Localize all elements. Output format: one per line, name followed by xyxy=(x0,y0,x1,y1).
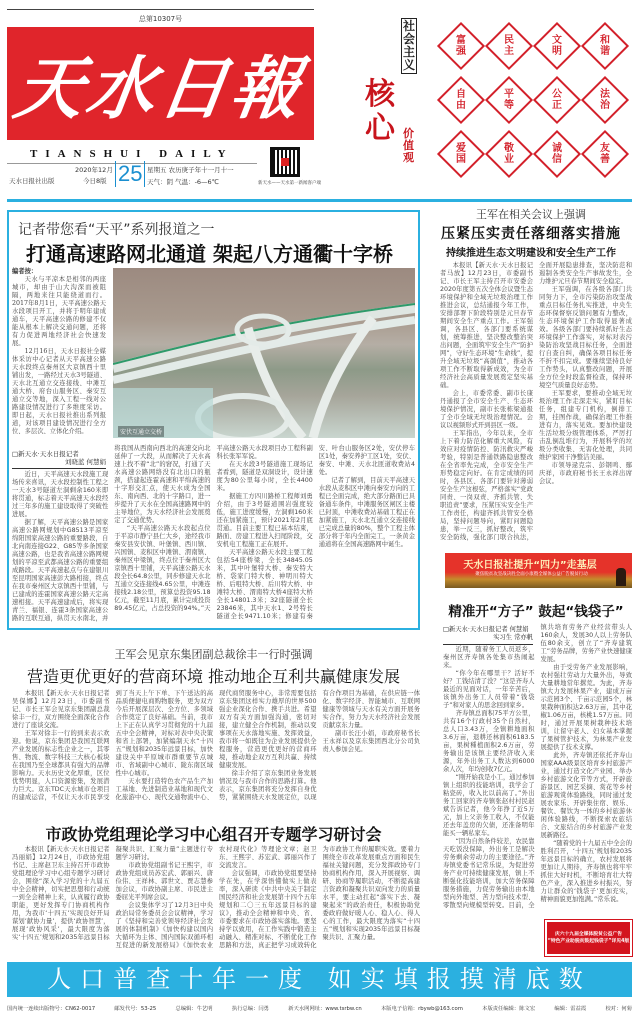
jd-article-headline[interactable]: 营造更优更好的营商环境 推动地企互利共赢健康发展 xyxy=(26,667,401,686)
paragraph: 徐丰介绍了京东集团业务发展情况及与我市合作的思路打算。他表示，京东集团将充分发挥自身优势，紧紧围绕天水发展定位，以现有合作项目为基础，在供应链一体化、数字经济、智能城市、互联网健康等领域与天水有关方面开展务实合作，努力为天水经济社会发展贡献京东力量。 xyxy=(219,690,420,801)
value-label: 法 治 xyxy=(600,89,610,111)
jd-article-subtitle: 王军会见京东集团副总裁徐丰一行时强调 xyxy=(114,648,313,661)
red-box-line-1: 庆六十九届全媒体脱贫公益广告 xyxy=(554,932,623,937)
footer-item: 邮发代号：53-25 xyxy=(114,1006,157,1012)
top-rule xyxy=(7,9,314,10)
footer-item: 总编辑：牛艺明 xyxy=(175,1006,213,1012)
byline-org: □新天水·天水日报记者 何慧娟 xyxy=(443,626,529,633)
editor-note xyxy=(12,268,106,440)
value-label: 敬 业 xyxy=(504,143,514,165)
core-values-core: 核心 xyxy=(365,77,395,146)
figure-silhouette-icon xyxy=(616,568,626,586)
english-title: TIANSHUI DAILY xyxy=(30,148,234,160)
footer-item: 执行总编：闫勇 xyxy=(231,1006,269,1012)
core-values-vertical: 社会主义 xyxy=(403,19,416,72)
byline-org: □新天水·天水日报记者 xyxy=(12,450,79,458)
paragraph: 近日，天平高速天水段施工现场传来喜讯，天水段控制性工程之一天水3号隧道左洞剩余160米即将贯通，标志着天平高速天水段经过三年多的施工建设取得了突破性进展。 xyxy=(12,471,109,518)
value-label: 民 主 xyxy=(504,35,514,57)
value-label: 友 善 xyxy=(600,143,610,165)
byline-intern: 实习生 常亦帆 xyxy=(493,634,533,641)
paragraph: 天水要打造特色农产品生产加工基地、先进制造业基地和现代文化旅游中心、现代交通物流中心、现代商贸服务中心，非常需要包括京东集团这样实力雄厚的世界500强企业深化合作、携手共进。希望双方有关方面加强沟通，密切对接，建立健全合作机制，推动以变事项在天水落地实施、发挥效益，我市将一如既往为企业发展提供全程服务，营造更优更好的营商环境，推动地企双方互利共赢、持续健康发展。 xyxy=(115,690,317,801)
ad-banner[interactable] xyxy=(445,553,632,588)
village-headline[interactable]: 精准开“方子” 鼓起“钱袋子” xyxy=(448,604,624,620)
right-article-headline-2[interactable]: 持续推进生态文明建设和安全生产工作 xyxy=(446,248,616,259)
paragraph: 王军指出，今年以来，全市上下着力防范化解重大风险，有效应对疫情防控、防汛救灾严峻考验，特别是普通铁路隐患整改在全省率先完成，全市安全生产形势稳定向好。在肯定成绩的同时，各县区、各部门要针对薄弱安全生产这根弦，严格落实“党政同责、一岗双责、齐抓共管、失职追责”要求，压紧压实安全生产工作责任，构建齐抓共管安全格局，坚持问题导向，紧盯问题隐患，举一反三，抓好整改，筑牢安全防线，强化部门联合执法，全面开展隐患排查，坚决防范和遏制各类安全生产事故发生，全力维护元旦春节期间安全稳定。 xyxy=(440,262,632,541)
paragraph: 天平高速公路天水段主要工程包括54座桥梁，全长34845.05米，其中叶堡特大桥、秦安特大桥、袋家门特大桥、神明川特大桥、后咀特大桥、后川特大桥、中滩特大桥、渭南特大桥4座特大桥全长14801.3米；32座隧道全长23846米，其中天水1、2号特长隧道全长9471.10米；修建有秦安、叶台山服务区2处，安伏停车区1处，秦安养护工区1处，安伏、秦安、中滩、天水北匝道收费站4处。 xyxy=(216,445,415,620)
paragraph: 本报讯【新天水·天水日报记者冯丽娟】12月24日，市政协党组书记、主席赵卫东主持召开市政协党组理论学习中心组专题学习研讨会，围绕“深入学习党的十九届五中全会精神，切实把思想和行动统一到全会精神上来，认真履行政协职能，更好发挥专门协商机构作用，为我市‘十四五’实现良好开局谋划’献协力量’，提供‘政协智慧’，展现‘政协风采’，最大限度为落实‘十四五’规划和2035年远景目标凝聚共识、汇聚力量”主题进行专题学习研讨。 xyxy=(12,846,213,941)
paragraph: 会议强调，市政协党组要坚持学在先，在学深悟懂做实上做表率，深入研读《中共中央关于制定国民经济和社会发展第十四个五年规划和二〇三五年远景目标的建议》，推动全会精神和中央、省、市委要求在市政协落实落地。要坚持学以致用，在工作实践中锻造主动融入、精准对标、不断优化工作思路和方法，真正把学习成效转化为市政协工作的履职实效。要着力围绕全市改革发展重点方面和民生福祉关键问题，充分发挥政协专门协商机构作用，深入开展视察、调研、协商等履职活动，不断提高建言资政和凝聚共识双向发力的质量水平，要主动扛起“落实下去、凝聚起来”的政治责任，积极协助党委政府做好暖人心、稳人心、得人心的工作，最大限度为落实“十四五”规划和实现2035年远景目标凝聚共识、汇聚力量。 xyxy=(219,846,420,949)
header-divider xyxy=(7,199,632,202)
footer-item: 本版电子信箱：rbywb@163.com xyxy=(381,1006,463,1012)
ad-title: 天水日报社提升“四力”走基层 xyxy=(463,560,597,571)
paragraph: 齐寿镇总面积75平方公里，共有16个行政村35个自然村，总人口3.43万，全镇耕地面积3.6万亩，退耕还林面积6183.5亩，果树種植面积2.6万亩，劳务输出是该镇主要经济收入来源，年外出务工人数达到6000余人次，年均创收7亿元。 xyxy=(443,710,535,773)
village-body xyxy=(443,624,632,916)
lead-body xyxy=(12,445,415,625)
paragraph: 王军要求，要推动全域无垃圾治理工作走深走实，紧盯目标任务，组建专门机构，倒排工期，挂图作战，确保治理工作推进有力，落实见效。要加快建设生活垃圾分级管理体系，严厉打击乱倒乱堆行为，开展科学的垃圾分类收集、无害化处理，共同维护家园干净整洁美丽。 xyxy=(539,390,632,461)
qr-caption: 新天水——天水第一新闻客户端 xyxy=(258,181,321,186)
paragraph: “因为自然条件较差，农民靠天吃饭没保障，外出务工是解决劳务剩余劳动力的主要途径。”齐寿镇党委书记常乐说，为促进劳务产业可持续健康发展，镇上不断强化技能培训，加大劳务保障服务措施，力促劳务输出由本地型向外地型、苦力型向技术型、零散型向规模型转变。目前，全镇共培育劳务产业经营带头人160余人，发展30人以上劳务队伍80余支，创立了“齐寿建筑工”劳务品牌，劳务产业快速健康发展。 xyxy=(443,624,632,909)
paragraph: 天水与平凉本是相邻的两座城市，却由于山大沟深而被阻隔，两地来往只能绕道而行。2017年8月1日，天平高速公路天水段项目开工，并将于明年建成通车，天平高速公路的修建不仅能从根本上解决交通问题，还将有力促进两地经济社会快速发展。 xyxy=(12,276,106,347)
paragraph: 据施工方四川路桥工程师刘勇介绍，由于3号隧道围岩强度较低，施工进度缓慢，左洞剩160米还在加紧施工，预计2021年2月底贯通。目前主要工程已基本结束，路面、房建工程进入扫尾阶段，交安机电工程施工正在展开。 xyxy=(216,493,313,548)
ad-subtitle: 聚焦脱贫攻坚战决胜全面小康暨全媒体公益广告脱贫行动 xyxy=(475,572,588,577)
editor-note-text xyxy=(12,276,106,438)
paragraph: “天平高速公路天水段起点位于平凉市静宁县仁大乡，途经我市秦安县安伏镇、叶堡镇、西川镇、兴国镇、麦积区中滩镇、渭南镇、秦州区中梁镇，终点位于秦州区大京镇西十里铺，天平高速公路天水段全长64.8公里，同步修建天水北互通立交连接线4.65公里，中滩连接线2.18公里，预算总投资95.18亿元，截至11月底，累计完成投资89.45亿元，占总投资的94%。”天平高速公路天水段项目办工程科副科长张军军说。 xyxy=(114,445,313,612)
cppcc-article-headline[interactable]: 市政协党组理论学习中心组召开专题学习研讨会 xyxy=(45,825,382,844)
value-label: 富 强 xyxy=(456,35,466,57)
qr-code-icon[interactable] xyxy=(270,147,300,177)
right-article-subtitle: 王军在相关会议上强调 xyxy=(476,208,586,221)
day-number: 25 xyxy=(115,161,145,187)
cppcc-article-body xyxy=(12,846,420,956)
paragraph: 此外，齐寿镇还依托齐寿山国家AAA级景区培育乡村旅游产业，通过打造文化产业园、举办乡村旅游文化节等方式，开辟旅游景区、园艺采摘、赏花等乡村旅游观赏体验路线，同时通过发展农家乐、开辟集住宿、娱乐、餐饮、餐饮为一体的乡村旅游休闲体验路线，不断探索农旅结合、文旅结合的乡村旅游产业发展新路径。 xyxy=(540,752,632,839)
red-notice-box[interactable] xyxy=(545,920,632,956)
photo-illustration xyxy=(113,268,415,438)
paragraph: 据了解，天平高速公路是国家高速公路网规划中G8513平凉至绵阳国家高速公路的重要路段，自北向南连接G22、G85等多条国家高速公路，也是我省高速公路网规划的平凉至武都高速公路的重要组成路段。天平高速起点与在建银川至昆明国家高速彭大路相接，终点在我市秦州区大京镇西十里铺，与已建成的连霍国家高速公路天定高速相接。天平高速建成后，将实现青兰、福银、连霍3条国家高速公路的互联互通，纵贯天水南北，并将我国从西南向西北的高速交向北延伸了一大段，从而解决了天水高速上找不着“北”的窘况，打通了天水高速公路网络没有北出口的瓶颈，搭建起连霍高速和平绵高速的十字形交汇点，使天水成为全国东、南向西、北的十字路口，进一步提升了天水在全国高速路网中的主导地位，为天水经济社会发展奠定了交通优势。 xyxy=(12,445,211,622)
red-box-line-2: “特色产业助脱贫鼓起钱袋子”详见4版 xyxy=(547,939,630,944)
paragraph: “随着党的十九届五中全会的胜利召开，‘十四五’规划和2035年远景目标的确立，农村发展将更加让人期待，齐寿镇也将牢牢抓住大好时机，不断培育壮大特色产业，深入推进乡村振兴，努力让群众的‘钱袋子’更加充实，精神面貌更加饱满。”常乐说。 xyxy=(540,840,632,903)
value-label: 和 谐 xyxy=(600,35,610,57)
paragraph: 在天水段3号隧道施工现场记者看到，隧道是双洞设计，设计速度为80公里每小时，全长4400米。 xyxy=(216,461,313,492)
publisher: 天水日报社出版 xyxy=(9,177,55,185)
right-article-headline-1[interactable]: 压紧压实责任落细落实措施 xyxy=(441,226,621,242)
footer-item: 校对：何菊 xyxy=(605,1006,632,1012)
paragraph: 王军强调，在各级各部门共同努力下，全市污染防治攻坚战重点目标任务扎实推进，中央生态环保督察反馈问题有力整改，生态环境保护工作取得显著成效。各级各部门要持续抓好生态环境保护工作落实，对标对表污染防治攻坚战目标任务，全面进行自查自纠，确保各项目标任务不折不扣完成。要继续坚持良好工作势头，认真整改问题，开展全方位全时段监督检查，保持环境空气质量良好态势。 xyxy=(539,286,632,389)
paragraph: 副市长汪小娟，市政府秘书长王永祥以及京东集团西北分公司负责人参加会见。 xyxy=(322,730,420,753)
paragraph: 12月16日，天水日报社全媒体采访中心记者从天平高速公路天水段终点秦州区大京镇西十里铺出发，一路经过天水3号隧道、天水北互通立交连接线、中滩互通大桥、府台山服务区、秦安互通立交等地，深入工程一线对公路建设情况进行了多维度采访。即日起，天水日报社推出系列报道，对该项目建设情况进行全方位、多层次、立体化介绍。 xyxy=(12,348,106,435)
village-byline xyxy=(443,626,533,645)
core-values-graphic xyxy=(365,16,633,184)
paragraph: 王军对徐丰一行的到来表示欢迎。他说，京东集团是我国互联网产业发展的标志性企业之一，其零售、物流、数字科技三大核心板块在我国乃至全球都具有强大的品牌影响力。天水历史文化厚重，区位优势明显，人口资源密集，发展潜力巨大。京东TDC天水城市仓项目的建成运营，不仅让天水市民享受到了当天上午下单、下午送达的高品质便捷电商购物服务，更为双方今后开展深层次、全方位、多领域合作奠定了良好基础。当前，我市上下正在认真学习贯彻党的十九届五中全会精神，对标对表中央决策和省上部署，加紧编制天水“十四五”规划和2035年远景目标，加快建设关中平原城市群重要节点城市、省域副中心城市、陇东南区域性中心城市。 xyxy=(12,690,213,801)
masthead-title: 天水日報 xyxy=(10,49,310,129)
lead-kicker: 记者带您看“天平”系列报道之一 xyxy=(18,222,215,238)
footer-info xyxy=(7,1004,632,1012)
paragraph: 记者了解到，目前天平高速天水段从麦积区中滩向秦安方向的工程已全面完成，绝大部分路面已具备通车条件，中滩服务区闸区主楼已封顶，中滩收费站基础工程正在加紧施工，天水北互通立交连接线已完成总量的80%，整个工程主体部分将于年内全面完工，一条黄金通道将在全国高速路网中诞生。 xyxy=(318,477,415,548)
paragraph: 市领导逯克宗、彭钢鸣、鄢庆祥，市政府秘书长王永祥出席会议。 xyxy=(539,462,632,485)
core-values-word: 价值观 xyxy=(403,127,414,164)
paragraph: “刚开始我是小工，通过参加镇上组织的技能培训，我学会了粘瓷砖，收入比以前高了。”外出务工回家的齐寿镇张赵村村民赵斌告诉记者，他今年挣了近5万元，加上父亲务工收入，不仅能还去年盖房的欠债，还准备明年能买一辆私家车。 xyxy=(443,774,535,837)
byline-authors: 刘晓蓝 何慧娟 xyxy=(64,458,106,466)
weather: 天气：阴 气温：-6—6℃ xyxy=(147,178,219,186)
editor-note-label: 编者按： xyxy=(12,268,38,275)
paragraph: 会上，市委常委、副市长康丹通报了全市安全生产、生态环境保护情况，副市长张栋梁通报了全市全域无垃圾治理情况。会议以视频形式开到县区一级。 xyxy=(440,390,533,429)
footer-item: 编辑：雷益霞 xyxy=(554,1006,587,1012)
weekday-lunar: 星期五 农历庚子年十一月十一 xyxy=(147,166,234,174)
masthead-logo xyxy=(7,27,314,140)
paragraph: 由于受劳务产业发展影响，农村强壮劳动力大量外出，导致大量耕地常年撂荒。为此，齐寿镇大力发展林果产业，建成万亩示范园3个、千亩示范园5个，林果栽种面积达2.63万亩，其中花椒1.06万亩，核桃1.57万亩。同时，通过开展果树栽种技术培训，让留守老人、妇女基本掌握了果树管护技术，为林果产业发展提供了技术支撑。 xyxy=(540,664,632,751)
paragraph: 市政协党组副书记王熙宇，市政协党组成员苏宏武、郭丽兴、唐俭伟、王祥林、郭世文、贾志慧参加会议，市政协副主席、市民进主委屈光平列席会议。 xyxy=(115,862,213,901)
census-banner: 人口普查十年一度 如实填报摸清底数 xyxy=(7,962,632,997)
right-article-body xyxy=(440,262,632,546)
paragraph: “你今年在哪里干？活好不好？工钱结清了没？”这是齐寿人最近的见面对话，一年辛苦后，该镇外出务工人员带着“钱袋子”和对家人的思念回到家乡。 xyxy=(443,670,535,709)
paragraph: 近期，随着务工人员返乡，秦州区齐寿镇各处集市热闹起来。 xyxy=(443,646,535,669)
value-label: 文 明 xyxy=(552,35,562,57)
value-label: 自 由 xyxy=(456,89,466,111)
footer-item: 国内统一连续出版物号：CN62-0017 xyxy=(7,1006,96,1012)
lead-headline[interactable]: 打通高速路网北通道 架起八方通衢十字桥 xyxy=(26,242,393,266)
value-label: 诚 信 xyxy=(552,143,562,165)
jd-article-body xyxy=(12,690,420,802)
paragraph: 本报讯【新天水·天水日报记者吴保娜】12月23日，市委副书记、市长王军会见京东集团副总裁徐丰一行，双方围绕全面深化合作进行了座谈交流。 xyxy=(12,690,110,729)
photo-caption: 安伏互通立交桥 xyxy=(118,426,164,437)
page-count: 今日8版 xyxy=(83,177,107,185)
paragraph: 本报讯【新天水·天水日报记者马放】12月23日，市委副书记、市长王军主持召开市安委会2020年度第五次全体会议暨生态环境保护和全域无垃圾治理工作推进会议，总结通报今年工作，安排部署下阶段特别是元旦春节期间安全生产重点工作。王军强调，各县区、各部门要系统谋划，统筹推进，坚决整改整治突出问题，全面筑牢安全生产“防护网”，守好生态环境“生命线”，提升全域无垃圾“高颜值”，推动各项工作不断取得新成效，为全市经济社会高质量发展奠定坚实基础。 xyxy=(440,262,533,389)
issue-number: 总第10307号 xyxy=(138,15,183,23)
footer-item: 新天水网网址：www.tsrbw.cn xyxy=(288,1006,362,1012)
interchange-photo[interactable] xyxy=(113,268,415,438)
value-label: 公 正 xyxy=(552,89,562,111)
value-label: 爱 国 xyxy=(456,143,466,165)
core-values-grid xyxy=(437,20,633,180)
lead-byline xyxy=(12,450,106,469)
value-label: 平 等 xyxy=(504,89,514,111)
footer-item: 本版责任编辑：陈文宏 xyxy=(482,1006,536,1012)
paragraph: 会议集体学习了12月3日中央政治局常务委员会会议精神，学习了《坚持和完善党领导经济社会发展的体制机制》《加快构建以国内大循环为主体、国内国际双循环相互促进的新发展格局》《加快农业农村现代化》等理论文章；赵卫东、王熙宇、苏宏武、郭丽兴作了交流发言。 xyxy=(115,846,317,949)
dateline xyxy=(7,163,257,189)
year-month: 2020年12月 xyxy=(75,166,113,174)
